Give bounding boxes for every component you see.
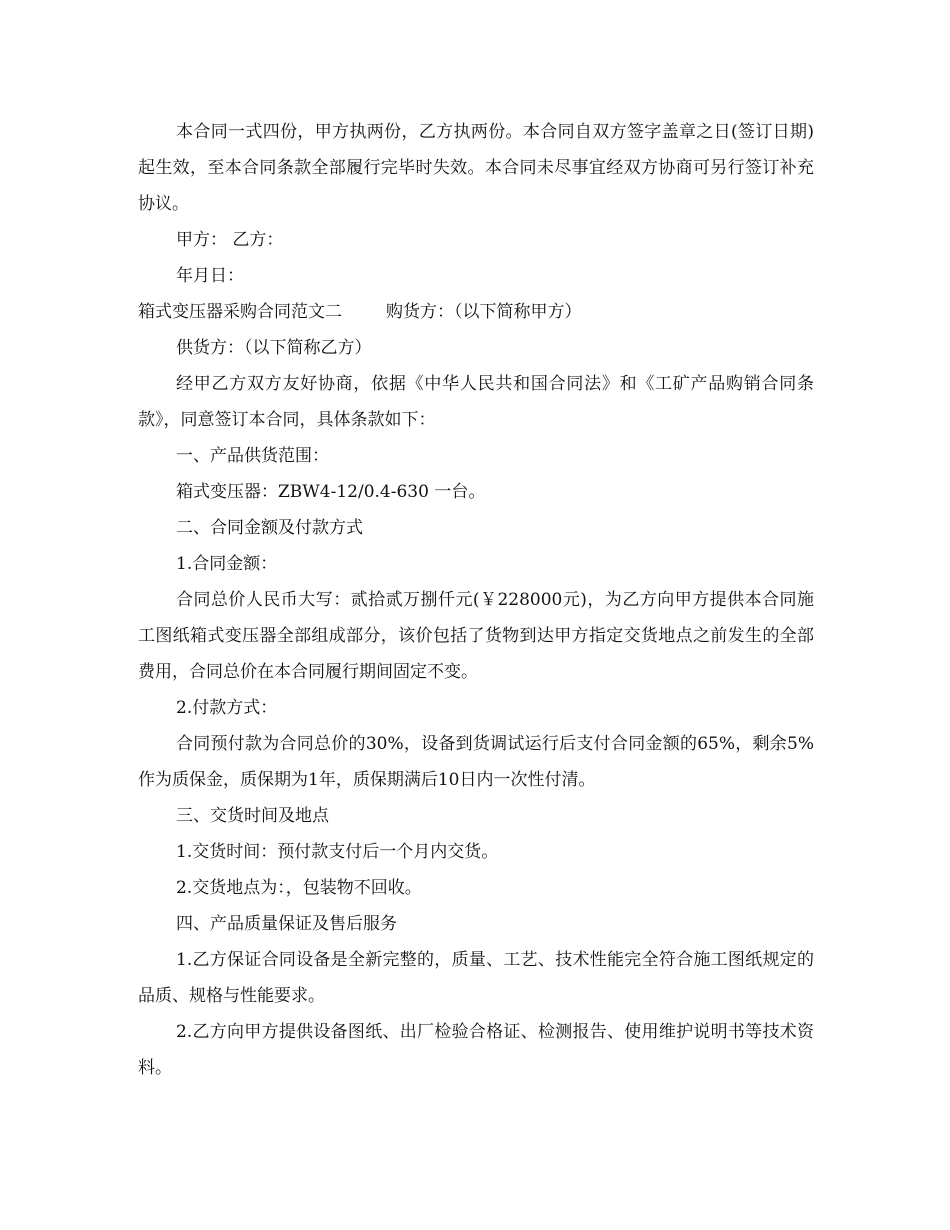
paragraph-date: 年月日： (176, 266, 244, 286)
paragraph-delivery-time: 1.交货时间：预付款支付后一个月内交货。 (176, 842, 499, 862)
paragraph-product-model: 箱式变压器：ZBW4-12/0.4-630 一台。 (176, 482, 486, 502)
section-heading-quality-service: 四、产品质量保证及售后服务 (176, 914, 397, 934)
document-body (138, 114, 814, 1086)
paragraph-quality-guarantee: 1.乙方保证合同设备是全新完整的，质量、工艺、技术性能完全符合施工图纸规定的品质、规格与性能要求。 (138, 950, 814, 1006)
paragraph-technical-documents: 2.乙方向甲方提供设备图纸、出厂检验合格证、检测报告、使用维护说明书等技术资料。 (138, 1022, 814, 1078)
paragraph-delivery-place: 2.交货地点为：，包装物不回收。 (176, 878, 422, 898)
paragraph-agreement-basis: 经甲乙方双方友好协商，依据《中华人民共和国合同法》和《工矿产品购销合同条款》，同意签订本合同，具体条款如下： (138, 374, 814, 430)
paragraph-supplier: 供货方：（以下简称乙方） (176, 338, 372, 358)
section-heading-supply-scope: 一、产品供货范围： (176, 446, 329, 466)
paragraph-contract-copies: 本合同一式四份，甲方执两份，乙方执两份。本合同自双方签字盖章之日(签订日期)起生效，至本合同条款全部履行完毕时失效。本合同未尽事宜经双方协商可另行签订补充协议。 (138, 122, 814, 214)
section-heading-amount-payment: 二、合同金额及付款方式 (176, 518, 363, 538)
paragraph-total-price: 合同总价人民币大写：贰拾贰万捌仟元(￥228000元)，为乙方向甲方提供本合同施工图纸箱式变压器全部组成部分，该价包括了货物到达甲方指定交货地点之前发生的全部费用，合同总价在本合同履行期间固定不变。 (138, 590, 814, 682)
buyer-label: 购货方：（以下简称甲方） (386, 302, 582, 322)
paragraph-sample-two-heading (138, 294, 814, 330)
subheading-payment-method: 2.付款方式： (176, 698, 278, 718)
paragraph-party-signatures: 甲方： 乙方： (176, 230, 284, 250)
section-heading-delivery: 三、交货时间及地点 (176, 806, 329, 826)
sample-two-title: 箱式变压器采购合同范文二 (138, 302, 342, 322)
paragraph-payment-terms: 合同预付款为合同总价的30%，设备到货调试运行后支付合同金额的65%，剩余5%作为质保金，质保期为1年，质保期满后10日内一次性付清。 (138, 734, 814, 790)
subheading-contract-amount: 1.合同金额： (176, 554, 278, 574)
